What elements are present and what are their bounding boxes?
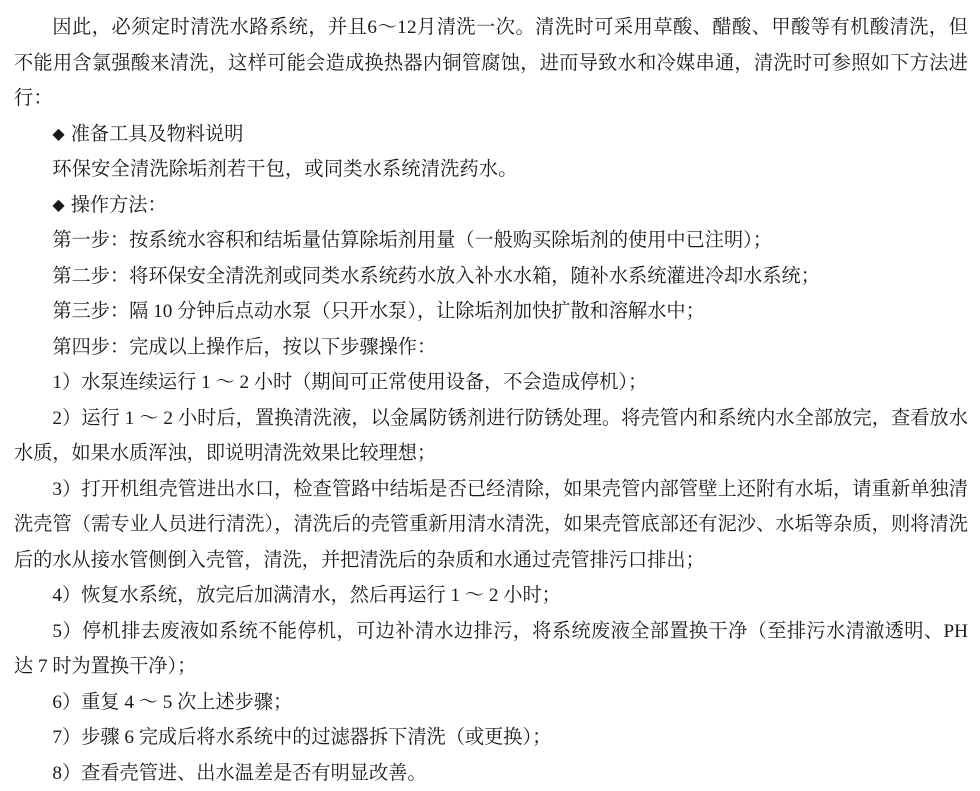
- list-item: 3）打开机组壳管进出水口，检查管路中结垢是否已经清除，如果壳管内部管壁上还附有水垢，请重新单独清洗壳管（需专业人员进行清洗），清洗后的壳管重新用清水清洗，如果壳管底部还有泥沙、水垢等杂质，则将清洗后的水从接水管侧倒入壳管，清洗，并把清洗后的杂质和水通过壳管排污口排出；: [14, 472, 968, 579]
- list-item: 7）步骤 6 完成后将水系统中的过滤器拆下清洗（或更换）；: [14, 720, 968, 756]
- diamond-bullet-icon: ◆: [52, 126, 70, 143]
- step-item: 第一步：按系统水容积和结垢量估算除垢剂用量（一般购买除垢剂的使用中已注明）；: [14, 223, 968, 259]
- step-item: 第三步：隔 10 分钟后点动水泵（只开水泵），让除垢剂加快扩散和溶解水中；: [14, 294, 968, 330]
- step-item: 第二步：将环保安全清洗剂或同类水系统药水放入补水水箱，随补水系统灌进冷却水系统；: [14, 259, 968, 295]
- list-item: 4）恢复水系统，放完后加满清水，然后再运行 1 ～ 2 小时；: [14, 578, 968, 614]
- intro-paragraph: 因此，必须定时清洗水路系统，并且6～12月清洗一次。清洗时可采用草酸、醋酸、甲酸等有机酸清洗，但不能用含氯强酸来清洗，这样可能会造成换热器内铜管腐蚀，进而导致水和冷媒串通，清洗时可参照如下方法进行：: [14, 10, 968, 117]
- section-heading-tools: [14, 117, 968, 153]
- section-body-tools: 环保安全清洗除垢剂若干包，或同类水系统清洗药水。: [14, 152, 968, 188]
- section-heading-method-label: 操作方法：: [71, 195, 167, 216]
- section-heading-tools-label: 准备工具及物料说明: [71, 124, 244, 145]
- diamond-bullet-icon: ◆: [52, 197, 70, 214]
- section-heading-method: [14, 188, 968, 224]
- list-item: 8）查看壳管进、出水温差是否有明显改善。: [14, 756, 968, 791]
- list-item: 2）运行 1 ～ 2 小时后，置换清洗液，以金属防锈剂进行防锈处理。将壳管内和系统内水全部放完，查看放水水质，如果水质浑浊，即说明清洗效果比较理想；: [14, 401, 968, 472]
- list-item: 1）水泵连续运行 1 ～ 2 小时（期间可正常使用设备，不会造成停机）；: [14, 365, 968, 401]
- list-item: 5）停机排去废液如系统不能停机，可边补清水边排污，将系统废液全部置换干净（至排污水清澈透明、PH 达 7 时为置换干净）；: [14, 614, 968, 685]
- list-item: 6）重复 4 ～ 5 次上述步骤；: [14, 685, 968, 721]
- step-item: 第四步：完成以上操作后，按以下步骤操作：: [14, 330, 968, 366]
